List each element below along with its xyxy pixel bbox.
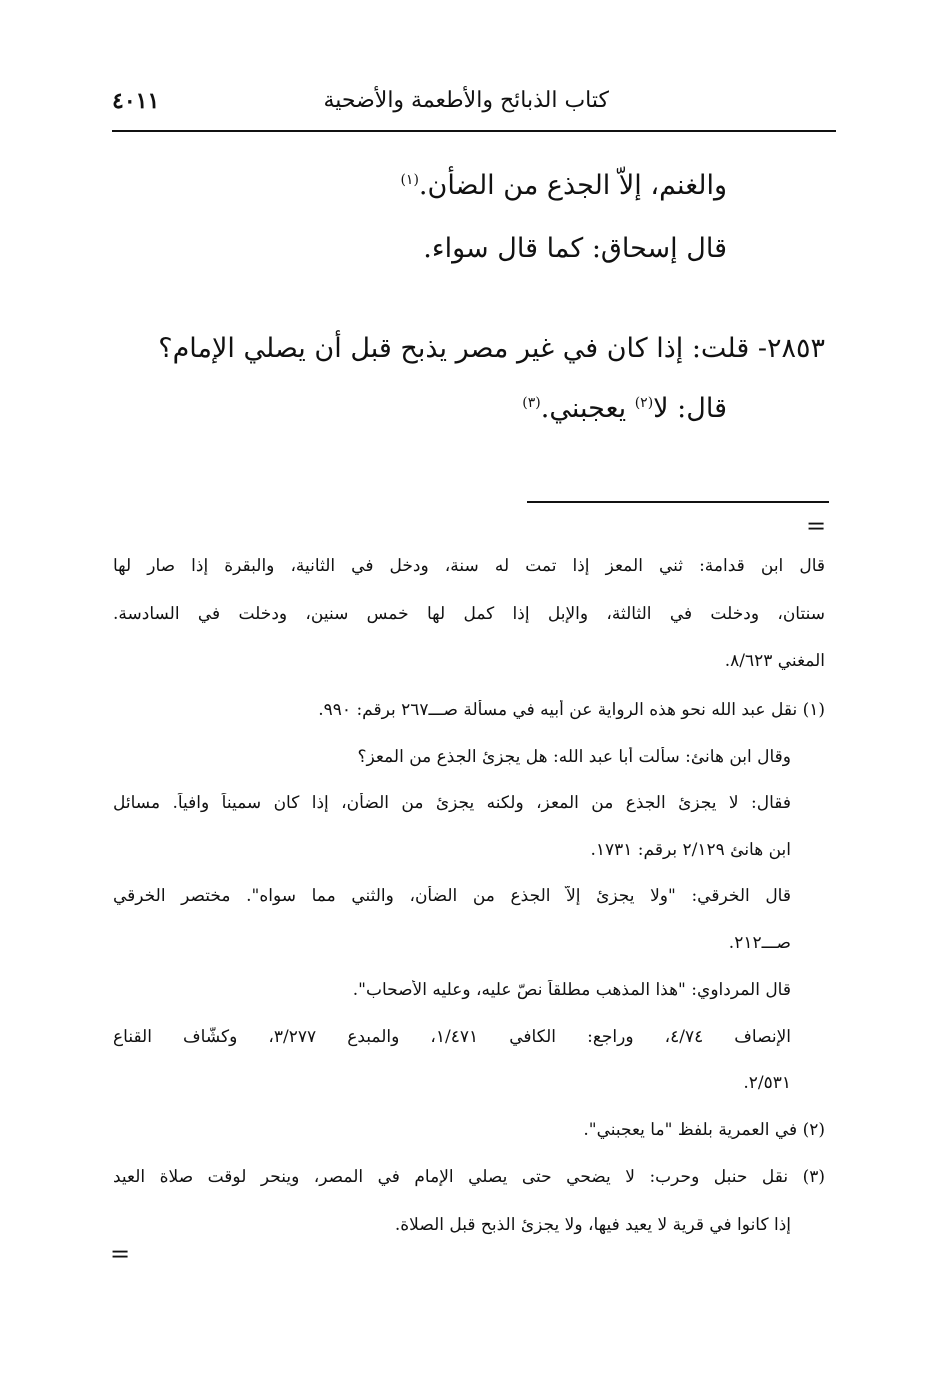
answer-part-b: يعجبني. [540, 393, 635, 424]
footnote-3-line-2: إذا كانوا في قرية لا يعيد فيها، ولا يجزئ الذبح قبل الصلاة. [394, 1215, 791, 1235]
footnote-prev-line-2: سنتان، ودخلت في الثالثة، والإبل إذا كمل لها خمس سنين، ودخلت في السادسة. [113, 604, 825, 624]
main-text-line-1-body: والغنم، إلاّ الجذع من الضأن. [418, 170, 727, 201]
footnote-1-line-9: ٢/٥٣١. [743, 1073, 791, 1093]
footnote-1-line-4: ابن هانئ ٢/١٢٩ برقم: ١٧٣١. [590, 840, 791, 860]
footnote-separator [527, 501, 829, 503]
footnote-2: (٢) في العمرية بلفظ "ما يعجبني". [583, 1120, 825, 1140]
footnote-ref-2: (٢) [634, 395, 654, 411]
header-rule [112, 130, 836, 132]
footnote-1-line-6: صـــ٢١٢. [728, 933, 791, 953]
footnote-1-line-3: فقال: لا يجزئ الجذع من المعز، ولكنه يجزئ من الضأن، إذا كان سميناً وافياً. مسائل [113, 793, 791, 813]
footnote-1-line-5: قال الخرقي: "ولا يجزئ إلاّ الجذع من الضأن، والثني مما سواه". مختصر الخرقي [113, 886, 791, 906]
footnote-prev-line-1: قال ابن قدامة: ثني المعز إذا تمت له سنة، ودخل في الثانية، والبقرة إذا صار لها [113, 556, 825, 576]
footnote-1-line-2: وقال ابن هانئ: سألت أبا عبد الله: هل يجزئ الجذع من المعز؟ [357, 747, 791, 767]
question-2853: ٢٨٥٣- قلت: إذا كان في غير مصر يذبح قبل أن يصلي الإمام؟ [158, 333, 825, 364]
continuation-mark-top: = [806, 512, 827, 540]
footnote-1-line-7: قال المرداوي: "هذا المذهب مطلقاً نصّ عليه، وعليه الأصحاب". [352, 980, 791, 1000]
main-text-line-1 [400, 170, 727, 201]
footnote-1-line-8: الإنصاف ٤/٧٤، وراجع: الكافي ١/٤٧١، والمبدع ٣/٢٧٧، وكشّاف القناع [113, 1027, 791, 1047]
page-number: ٤٠١١ [112, 88, 160, 114]
continuation-mark-bottom: = [110, 1240, 131, 1268]
answer-part-a: قال: لا [653, 393, 727, 424]
footnote-1-line-1: (١) نقل عبد الله نحو هذه الرواية عن أبيه في مسألة صـــ٢٦٧ برقم: ٩٩٠. [318, 700, 825, 720]
main-text-line-2: قال إسحاق: كما قال سواء. [423, 233, 727, 264]
running-header-title: كتاب الذبائح والأطعمة والأضحية [323, 88, 609, 113]
footnote-ref-1: (١) [400, 172, 419, 188]
footnote-3-line-1: (٣) نقل حنبل وحرب: لا يضحي حتى يصلي الإمام في المصر، وينحر لوقت صلاة العيد [113, 1167, 825, 1187]
answer-2853 [522, 393, 727, 424]
footnote-ref-3: (٣) [522, 395, 541, 411]
footnote-prev-line-3: المغني ٨/٦٢٣. [724, 651, 825, 671]
